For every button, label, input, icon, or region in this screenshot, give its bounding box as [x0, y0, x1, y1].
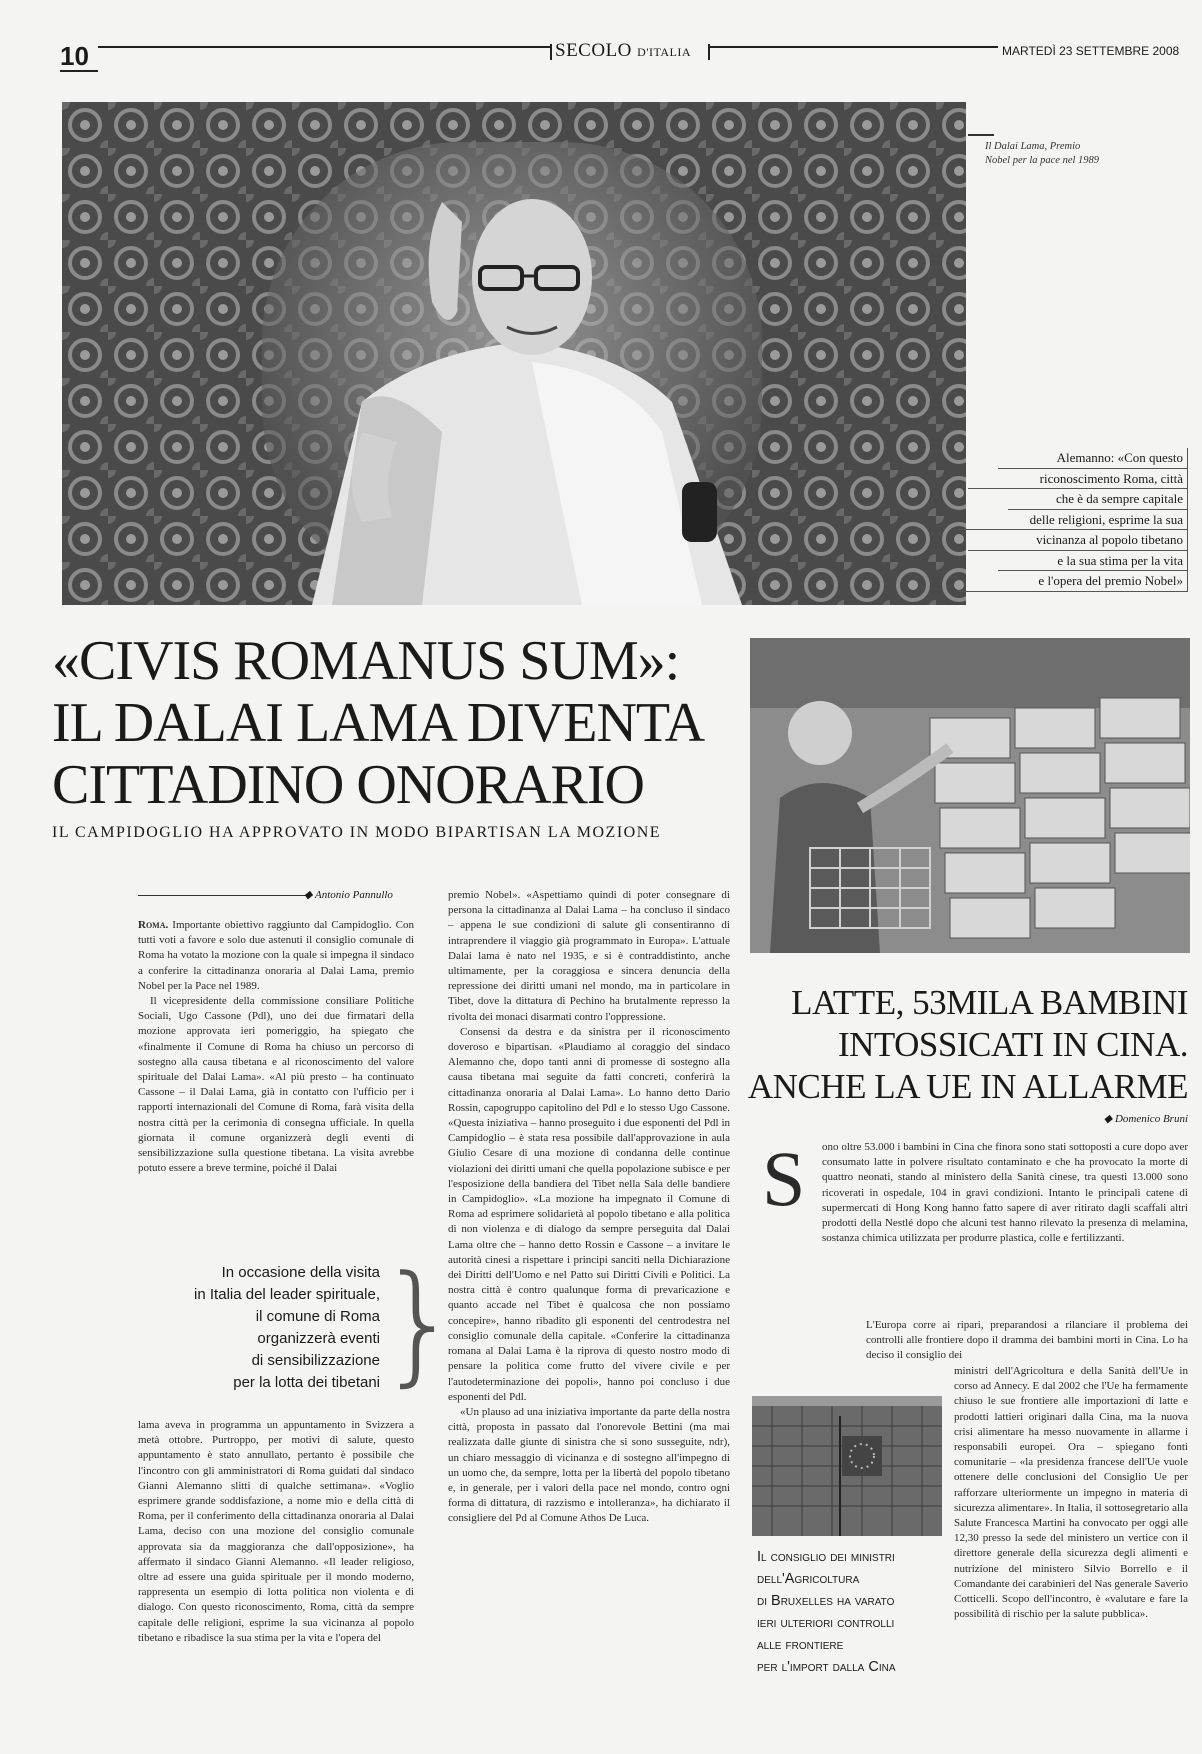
eu-building-illustration — [752, 1396, 942, 1536]
caption-line: per l'import dalla Cina — [757, 1659, 896, 1675]
pull-quote-line: e la sua stima per la vita — [998, 551, 1188, 572]
paragraph-text: Importante obiettivo raggiunto dal Campidoglio. Con tutti voti a favore e solo due astenuti il consiglio comunale di Roma ha votato la mozione con la quale si impegna il sindaco a conferire la cittadinanza onoraria al Dalai Lama, premio Nobel per la Pace nel 1989. — [138, 919, 414, 992]
alemanno-pull-quote — [958, 448, 1188, 592]
paragraph — [138, 918, 414, 994]
headline-line: ANCHE LA UE IN ALLARME — [747, 1067, 1188, 1106]
drop-cap: S — [762, 1135, 806, 1222]
headline-line: «CIVIS ROMANUS SUM»: — [52, 630, 680, 692]
page-number: 10 — [60, 42, 98, 72]
supermarket-photo-illustration — [750, 638, 1190, 953]
byline-rule — [138, 895, 308, 896]
byline-author: Antonio Pannullo — [315, 889, 393, 901]
paragraph: L'Europa corre ai ripari, preparandosi a rilanciare il problema dei controlli alle frontiere dopo il dramma dei bambini morti in Cina. Lo ha deciso il consiglio dei — [866, 1319, 1188, 1362]
pull-quote-line: e l'opera del premio Nobel» — [958, 571, 1188, 592]
masthead-tick-left — [550, 44, 552, 60]
caption-line: alle frontiere — [757, 1637, 844, 1653]
main-article-column-1-bottom — [138, 1418, 414, 1646]
milk-article-lead — [762, 1135, 1188, 1246]
dalai-lama-photo — [62, 102, 966, 605]
eu-building-photo — [752, 1396, 942, 1536]
issue-date: MARTEDÌ 23 SETTEMBRE 2008 — [1002, 44, 1180, 58]
sidebar-quote-line: in Italia del leader spirituale, — [194, 1286, 380, 1303]
brace-icon: } — [378, 1247, 461, 1399]
milk-byline — [1104, 1112, 1188, 1125]
main-photo-caption: Il Dalai Lama, Premio Nobel per la pace nel 1989 — [985, 141, 1100, 166]
eu-photo-caption — [757, 1546, 957, 1678]
pull-quote-line: vicinanza al popolo tibetano — [968, 530, 1188, 551]
sidebar-quote — [120, 1262, 380, 1394]
sidebar-quote-line: di sensibilizzazione — [251, 1352, 380, 1369]
milk-article-side — [954, 1364, 1188, 1622]
masthead-rule-right — [708, 46, 998, 48]
paragraph: Consensi da destra e da sinistra per il riconoscimento doveroso e bipartisan. «Plaudiamo al coraggio del sindaco Alemanno che, dopo tanti anni di promesse di sostegno alla causa tibetana mai seguite da fatti concreti, conferirà la cittadinanza onoraria al Dalai Lama». Lo hanno detto Dario Rossin, capogruppo capitolino del Pdl e lo stesso Ugo Cassone. «Questa iniziativa – hanno proseguito i due esponenti del Pdl in Campidoglio – è stata resa possibile dall'approvazione in aula Giulio Cesare di una mozione di condanna delle continue violazioni dei diritti umani che quella popolazione subisce e per l'esposizione della bandiera del Tibet nella Sala delle bandiere in Campidoglio». «La mozione ha impegnato il Comune di Roma ad esprimere solidarietà al popolo tibetano e alla politica di non violenza e di dialogo da sempre perseguita dal Dalai Lama oltre che – hanno detto Rossin e Cassone – a invitare le autorità cinesi a rispettare i principi sanciti nella Dichiarazione dei Diritti dell'Uomo e nel Patto sui Diritti Civili e Politici. La nostra città è contro qualunque forma di prevaricazione e quanto accade nel Tibet è qualcosa che non possiamo concepire», hanno ribadito gli esponenti del centrodestra nel consiglio comunale della capitale. «Conferire la cittadinanza romana al Dalai Lama è la riprova di questo nostro modo di pensare la politica come frutto del vivere civile e per l'autodeterminazione dei popoli», hanno poi concluso i due esponenti del Pdl. — [448, 1025, 730, 1403]
sidebar-quote-line: In occasione della visita — [221, 1264, 380, 1281]
caption-line: dell'Agricoltura — [757, 1571, 860, 1587]
headline-line: CITTADINO ONORARIO — [52, 754, 644, 816]
main-article-column-2 — [448, 888, 730, 1527]
paragraph: Il vicepresidente della commissione consiliare Politiche Sociali, Ugo Cassone (Pdl), uno dei due firmatari della mozione approvata ieri pomeriggio, ha spiegato che «finalmente il Comune di Roma ha chiuso un percorso di sostegno alla causa tibetana e al riconoscimento del valore spirituale del Dalai Lama». «Al più presto – ha continuato Cassone – il Dalai Lama, già in contatto con l'ufficio per i rapporti internazionali del Comune di Roma, farà visita della nostra città per la cerimonia di consegna ufficiale. In quella giornata il comune organizzerà degli eventi di sensibilizzazione sulla questione tibetana. La visita avrebbe potuto essere a breve termine, poiché il Dalai — [138, 995, 414, 1175]
main-kicker: IL CAMPIDOGLIO HA APPROVATO IN MODO BIPARTISAN LA MOZIONE — [52, 824, 662, 841]
paragraph: ministri dell'Agricoltura e della Sanità dell'Ue in corso ad Annecy. E dal 2002 che l'Ue ha fermamente chiuso le sue frontiere alle importazioni di latte e prodotti lattieri originari dalla Cina, ma la nuova crisi alimentare ha messo nuovamente in allarme i responsabili europei. Ora – spiegano fonti comunitarie – «la presidenza francese dell'Ue vuole ottenere delle conclusioni del Consiglio Ue per rafforzare ulteriormente un impegno in materia di sicurezza alimentare». In Italia, il sottosegretario alla Salute Francesca Martini ha convocato per oggi alle 12,30 presso la sede del ministero un vertice con il direttore generale della sicurezza degli alimenti e nutrizione del ministero Silvio Borrello e il Comandante dei carabinieri del Nas generale Saverio Cotticelli. Scopo dell'incontro, è «valutare e fare la possibilità di rischio per la salute pubblica». — [954, 1365, 1188, 1621]
sidebar-quote-line: organizzerà eventi — [257, 1330, 380, 1347]
masthead-title — [555, 40, 691, 62]
masthead-rule-left — [98, 46, 550, 48]
paragraph: premio Nobel». «Aspettiamo quindi di poter consegnare di persona la cittadinanza al Dalai Lama – ha concluso il sindaco – appena le sue condizioni di salute gli consentiranno di intraprendere il viaggio già programmato in Europa». L'attuale Dalai lama è nato nel 1935, e si è contraddistinto, anche ultimamente, per la coraggiosa e sincera denuncia della repressione dei diritti umani nel mondo, ma in particolare in Tibet, dove la dittatura di Pechino ha brutalmente represso la rivolta dei monaci disarmati contro l'oppressione. — [448, 889, 730, 1023]
paragraph: lama aveva in programma un appuntamento in Svizzera a metà ottobre. Purtroppo, per motivi di salute, questo appuntamento è stato annullato, pertanto è possibile che l'incontro con gli amministratori di Roma guidati dal sindaco Gianni Alemanno slitti di qualche settimana». «Voglio esprimere grande soddisfazione, a nome mio e della città di Roma, per il conferimento della cittadinanza onoraria al Dalai Lama, deciso con una mozione del consiglio comunale approvata sia da maggioranza che dall'opposizione», ha affermato il sindaco Gianni Alemanno. «Il leader religioso, oltre ad essere una guida spirituale per il mondo moderno, rappresenta un esempio di lotta politica non violenta e di dialogo. Con questo riconoscimento, Roma, città da sempre capitale delle religioni, esprime la sua vicinanza al popolo tibetano e ribadisce la sua stima per la vita e l'opera del — [138, 1419, 414, 1644]
headline-line: INTOSSICATI IN CINA. — [837, 1025, 1188, 1064]
sidebar-quote-line: il comune di Roma — [255, 1308, 380, 1325]
headline-line: IL DALAI LAMA DIVENTA — [52, 692, 705, 754]
milk-article-mid — [866, 1318, 1188, 1364]
byline-diamond-icon: ◆ — [1103, 1113, 1115, 1125]
main-byline — [304, 888, 393, 901]
caption-line: Il consiglio dei ministri — [757, 1549, 895, 1565]
paragraph-text: ono oltre 53.000 i bambini in Cina che finora sono stati sottoposti a cure dopo aver consumato latte in polvere risultato contaminato e che ha provocato la morte di quattro neonati, stando al ministero della Sanità cinese, tra questi 13.000 sono ricoverati in ospedale, 104 in gravi condizioni. Intanto le principali catene di supermercati di Hong Kong hanno fatto sapere di aver ritirato dagli scaffali altri prodotti della Nestlé dopo che alcuni test hanno rilevato la presenza di melamina, sostanza chimica utilizzata per produrre plastica, colle e fertilizzanti. — [822, 1141, 1188, 1245]
supermarket-photo — [750, 638, 1190, 953]
caption-line: di Bruxelles ha varato — [757, 1593, 895, 1609]
paper-suffix: D'ITALIA — [637, 45, 692, 59]
main-article-column-1-top — [138, 918, 414, 1176]
pull-quote-line: riconoscimento Roma, città — [968, 469, 1188, 490]
sidebar-quote-line: per la lotta dei tibetani — [233, 1374, 380, 1391]
milk-headline — [728, 982, 1188, 1108]
caption-line: ieri ulteriori controlli — [757, 1615, 895, 1631]
byline-diamond-icon: ◆ — [304, 889, 316, 901]
main-headline — [52, 630, 742, 816]
pull-quote-line: che è da sempre capitale — [1008, 489, 1188, 510]
article-dateline: Roma. — [138, 919, 169, 931]
caption-rule — [968, 134, 994, 136]
paper-name: SECOLO — [555, 40, 632, 61]
pull-quote-line: delle religioni, esprime la sua — [958, 510, 1188, 531]
dalai-lama-photo-illustration — [62, 102, 966, 605]
paragraph: «Un plauso ad una iniziativa importante da parte della nostra città, proposta in passato dal l'onorevole Bettini (ma mai realizzata dalle giunte di sinistra che si sono susseguite, ndr), un chiaro messaggio di vicinanza e di sostegno all'impegno di un uomo che, da sempre, lotta per la libertà del popolo tibetano e, in generale, per i valori della pace nel mondo, contro ogni forma di dittatura, di razzismo e intolleranza», ha dichiarato il consigliere del Pd al Comune Athos De Luca. — [448, 1405, 730, 1525]
headline-line: LATTE, 53MILA BAMBINI — [791, 983, 1188, 1022]
pull-quote-line: Alemanno: «Con questo — [998, 448, 1188, 469]
byline-author: Domenico Bruni — [1114, 1113, 1188, 1125]
